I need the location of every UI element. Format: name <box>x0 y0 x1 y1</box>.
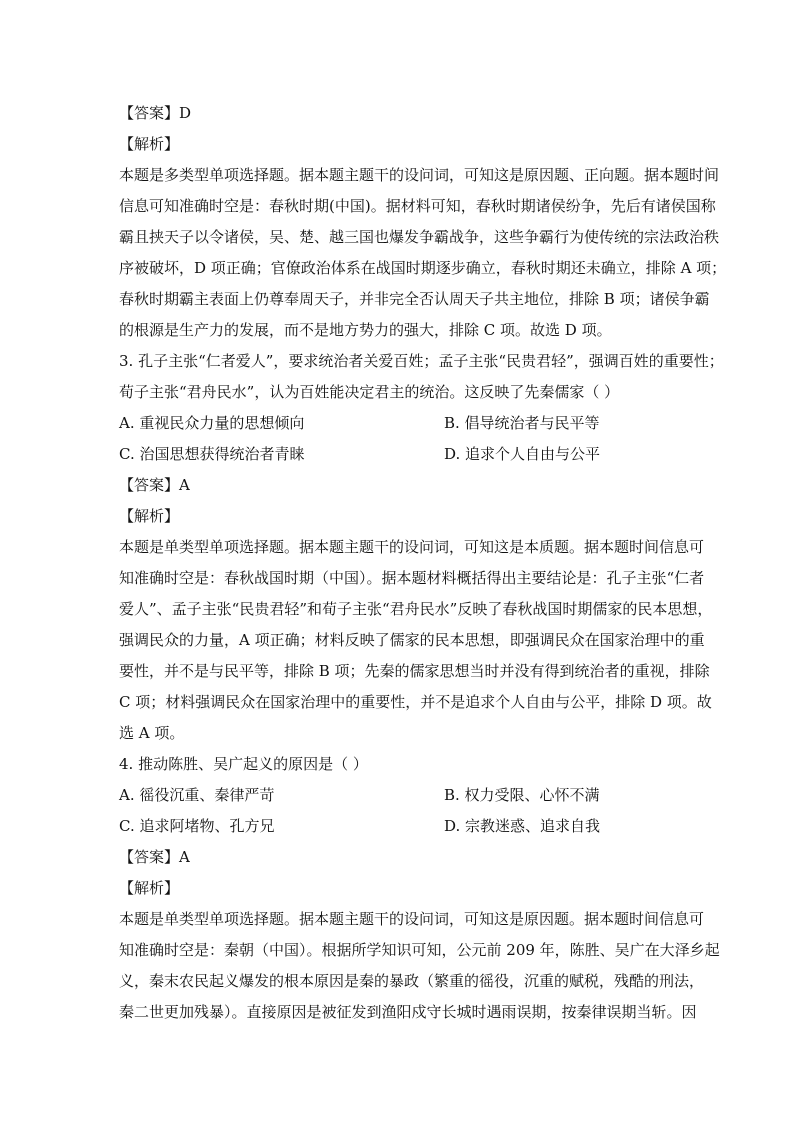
text-line: 强调民众的力量，A 项正确；材料反映了儒家的民本思想，即强调民众在国家治理中的重 <box>119 631 705 649</box>
text-line: 秦二世更加残暴）。直接原因是被征发到渔阳戍守长城时遇雨误期，按秦律误期当斩。因 <box>119 1003 697 1021</box>
text-line: 霸且挟天子以令诸侯，吴、楚、越三国也爆发争霸战争，这些争霸行为使传统的宗法政治秩 <box>119 228 720 246</box>
text-line: 春秋时期霸主表面上仍尊奉周天子，并非完全否认周天子共主地位，排除 B 项；诸侯争霸 <box>119 290 710 308</box>
text-line: 本题是单类型单项选择题。据本题主题干的设问词，可知这是本质题。据本题时间信息可 <box>119 538 705 556</box>
text-line: 【答案】D <box>119 104 192 122</box>
option-row <box>119 811 679 842</box>
option-item: C. 治国思想获得统治者青睐 <box>119 445 305 463</box>
text-line: 知准确时空是：春秋战国时期（中国）。据本题材料概括得出主要结论是：孔子主张“仁者 <box>119 569 705 587</box>
text-line: 荀子主张“君舟民水”，认为百姓能决定君主的统治。这反映了先秦儒家（ ） <box>119 383 620 401</box>
text-line: 要性，并不是与民平等，排除 B 项；先秦的儒家思想当时并没有得到统治者的重视，排除 <box>119 662 710 680</box>
option-row <box>119 439 679 470</box>
text-line: 4. 推动陈胜、吴广起义的原因是（ ） <box>119 755 368 773</box>
text-line: 义，秦末农民起义爆发的根本原因是秦的暴政（繁重的徭役，沉重的赋税，残酷的刑法， <box>119 972 705 990</box>
option-item: D. 追求个人自由与公平 <box>444 445 601 463</box>
option-item: B. 权力受限、心怀不满 <box>444 786 600 804</box>
option-item: D. 宗教迷惑、追求自我 <box>444 817 601 835</box>
option-row <box>119 780 679 811</box>
text-line: 本题是单类型单项选择题。据本题主题干的设问词，可知这是原因题。据本题时间信息可 <box>119 910 705 928</box>
text-line: 本题是多类型单项选择题。据本题主题干的设问词，可知这是原因题、正向题。据本题时间 <box>119 166 720 184</box>
text-line: 的根源是生产力的发展，而不是地方势力的强大，排除 C 项。故选 D 项。 <box>119 321 612 339</box>
text-line: 爱人”、孟子主张“民贵君轻”和荀子主张“君舟民水”反映了春秋战国时期儒家的民本思想， <box>119 600 713 618</box>
option-item: C. 追求阿堵物、孔方兄 <box>119 817 275 835</box>
text-line: 【解析】 <box>119 879 180 897</box>
text-line: 【解析】 <box>119 135 180 153</box>
text-line: 【答案】A <box>119 476 190 494</box>
text-line: 序被破坏，D 项正确；官僚政治体系在战国时期逐步确立，春秋时期还未确立，排除 A 项； <box>119 259 727 277</box>
document-body <box>119 98 727 1028</box>
text-line: 选 A 项。 <box>119 724 185 742</box>
option-item: A. 重视民众力量的思想倾向 <box>119 414 305 432</box>
text-line: 【答案】A <box>119 848 190 866</box>
option-item: A. 徭役沉重、秦律严苛 <box>119 786 275 804</box>
text-line: C 项；材料强调民众在国家治理中的重要性，并不是追求个人自由与公平，排除 D 项。故 <box>119 693 712 711</box>
text-line: 信息可知准确时空是：春秋时期(中国)。据材料可知，春秋时期诸侯纷争，先后有诸侯国称 <box>119 197 716 215</box>
option-row <box>119 408 679 439</box>
text-line: 知准确时空是：秦朝（中国）。根据所学知识可知，公元前 209 年，陈胜、吴广在大泽乡起 <box>119 941 720 959</box>
text-line: 【解析】 <box>119 507 180 525</box>
text-line: 3. 孔子主张“仁者爱人”，要求统治者关爱百姓；孟子主张“民贵君轻”，强调百姓的重要性； <box>119 352 724 370</box>
option-item: B. 倡导统治者与民平等 <box>444 414 600 432</box>
